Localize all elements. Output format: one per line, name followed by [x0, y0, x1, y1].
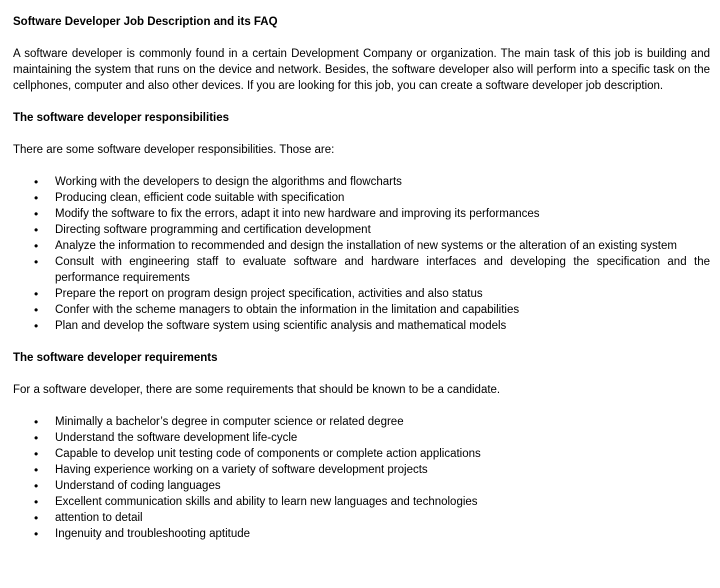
list-item: • attention to detail	[13, 510, 710, 526]
list-item: • Producing clean, efficient code suitable with specification	[13, 190, 710, 206]
list-item: • Minimally a bachelor’s degree in computer science or related degree	[13, 414, 710, 430]
list-item: • Having experience working on a variety of software development projects	[13, 462, 710, 478]
list-item: • Capable to develop unit testing code of components or complete action applications	[13, 446, 710, 462]
document-title: Software Developer Job Description and its FAQ	[13, 16, 278, 28]
list-item: • Consult with engineering staff to evaluate software and hardware interfaces and developing the specification and the performance requirements	[13, 254, 710, 286]
requirements-heading: The software developer requirements	[13, 352, 218, 364]
list-item: • Confer with the scheme managers to obtain the information in the limitation and capabilities	[13, 302, 710, 318]
responsibilities-lead: There are some software developer responsibilities. Those are:	[13, 144, 335, 156]
responsibilities-heading: The software developer responsibilities	[13, 112, 230, 124]
list-item: • Directing software programming and certification development	[13, 222, 710, 238]
list-item: • Analyze the information to recommended and design the installation of new systems or the alteration of an existing system	[13, 238, 710, 254]
responsibilities-list	[13, 174, 710, 334]
list-item: • Working with the developers to design the algorithms and flowcharts	[13, 174, 710, 190]
list-item: • Understand of coding languages	[13, 478, 710, 494]
list-item: • Prepare the report on program design project specification, activities and also status	[13, 286, 710, 302]
intro-paragraph: A software developer is commonly found in a certain Development Company or organization. The main task of this job is building and maintaining the system that runs on the device and network. Besides, the software developer also will perform into a specific task on the cellphones, computer and also other devices. If you are looking for this job, you can create a software developer job description.	[13, 48, 710, 92]
list-item: • Understand the software development life-cycle	[13, 430, 710, 446]
requirements-list	[13, 414, 710, 542]
list-item: • Ingenuity and troubleshooting aptitude	[13, 526, 710, 542]
requirements-lead: For a software developer, there are some requirements that should be known to be a candidate.	[13, 384, 501, 396]
list-item: • Plan and develop the software system using scientific analysis and mathematical models	[13, 318, 710, 334]
list-item: • Modify the software to fix the errors, adapt it into new hardware and improving its performances	[13, 206, 710, 222]
list-item: • Excellent communication skills and ability to learn new languages and technologies	[13, 494, 710, 510]
